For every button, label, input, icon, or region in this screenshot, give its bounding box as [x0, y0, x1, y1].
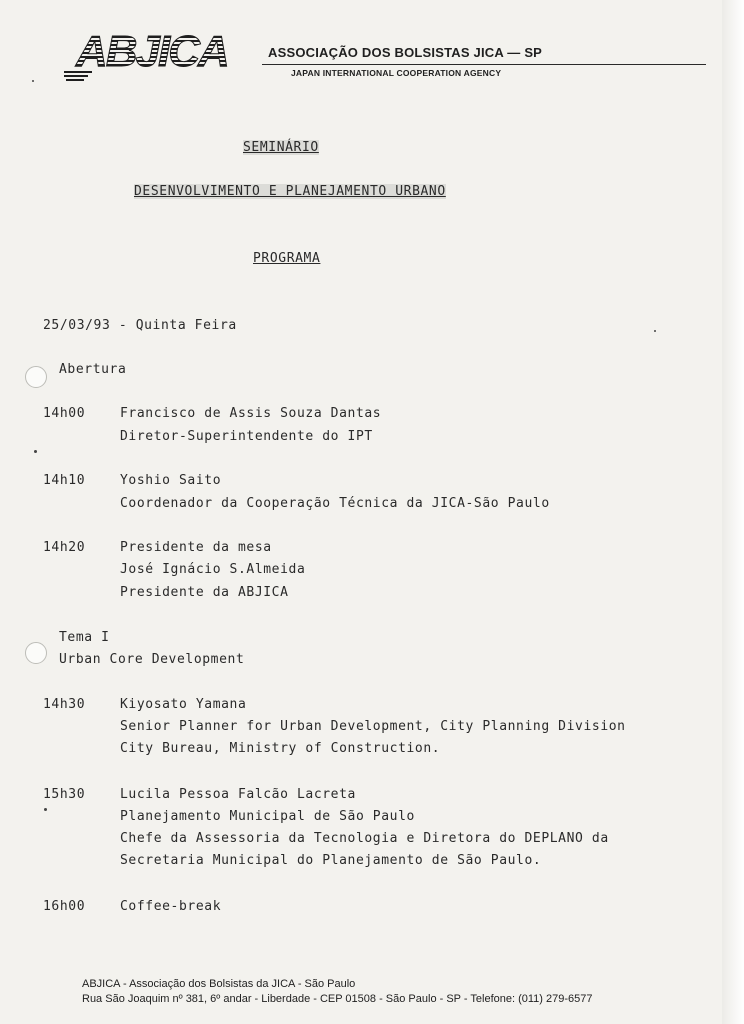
- page-edge: [722, 0, 744, 1024]
- scan-speck: [44, 808, 47, 811]
- theme-label: Tema I: [59, 630, 110, 645]
- session-heading: Presidente da mesa: [120, 540, 272, 555]
- speaker-name: Kiyosato Yamana: [120, 697, 247, 712]
- seminar-title: SEMINÁRIO: [243, 140, 319, 155]
- speaker-role: Coordenador da Cooperação Técnica da JICA-São Paulo: [120, 496, 550, 511]
- binder-hole: [25, 366, 47, 388]
- theme-title: Urban Core Development: [59, 652, 245, 667]
- session-time: 14h20: [43, 540, 86, 555]
- speaker-name: Lucila Pessoa Falcão Lacreta: [120, 787, 356, 802]
- speaker-role: Planejamento Municipal de São Paulo: [120, 809, 415, 824]
- break-label: Coffee-break: [120, 899, 222, 914]
- speaker-role: Chefe da Assessoria da Tecnologia e Diretora do DEPLANO da: [120, 831, 609, 846]
- session-time: 15h30: [43, 787, 86, 802]
- speaker-name: José Ignácio S.Almeida: [120, 562, 306, 577]
- speaker-role: Diretor-Superintendente do IPT: [120, 429, 373, 444]
- svg-text:ABJICA: ABJICA: [76, 27, 228, 76]
- opening-label: Abertura: [59, 362, 127, 377]
- org-name: ASSOCIAÇÃO DOS BOLSISTAS JICA — SP: [268, 45, 543, 60]
- program-heading: PROGRAMA: [253, 251, 321, 266]
- agency-name: JAPAN INTERNATIONAL COOPERATION AGENCY: [291, 68, 502, 78]
- abjica-logo: [62, 24, 260, 82]
- scan-speck: [32, 80, 34, 82]
- session-time: 14h30: [43, 697, 86, 712]
- program-date: 25/03/93 - Quinta Feira: [43, 318, 237, 333]
- speaker-name: Yoshio Saito: [120, 473, 222, 488]
- speaker-role: Senior Planner for Urban Development, City Planning Division: [120, 719, 626, 734]
- speaker-role: City Bureau, Ministry of Construction.: [120, 741, 441, 756]
- speaker-role: Presidente da ABJICA: [120, 585, 289, 600]
- speaker-name: Francisco de Assis Souza Dantas: [120, 406, 382, 421]
- footer-address: Rua São Joaquim nº 381, 6º andar - Liberdade - CEP 01508 - São Paulo - SP - Telefone: (011) 279-6577: [82, 993, 593, 1005]
- session-time: 16h00: [43, 899, 86, 914]
- speaker-role: Secretaria Municipal do Planejamento de São Paulo.: [120, 853, 542, 868]
- binder-hole: [25, 642, 47, 664]
- header-rule: [262, 64, 706, 65]
- footer-org: ABJICA - Associação dos Bolsistas da JICA - São Paulo: [82, 978, 356, 990]
- session-time: 14h10: [43, 473, 86, 488]
- session-time: 14h00: [43, 406, 86, 421]
- scan-speck: [34, 450, 37, 453]
- seminar-subject: DESENVOLVIMENTO E PLANEJAMENTO URBANO: [134, 184, 446, 199]
- scan-speck: [654, 330, 656, 332]
